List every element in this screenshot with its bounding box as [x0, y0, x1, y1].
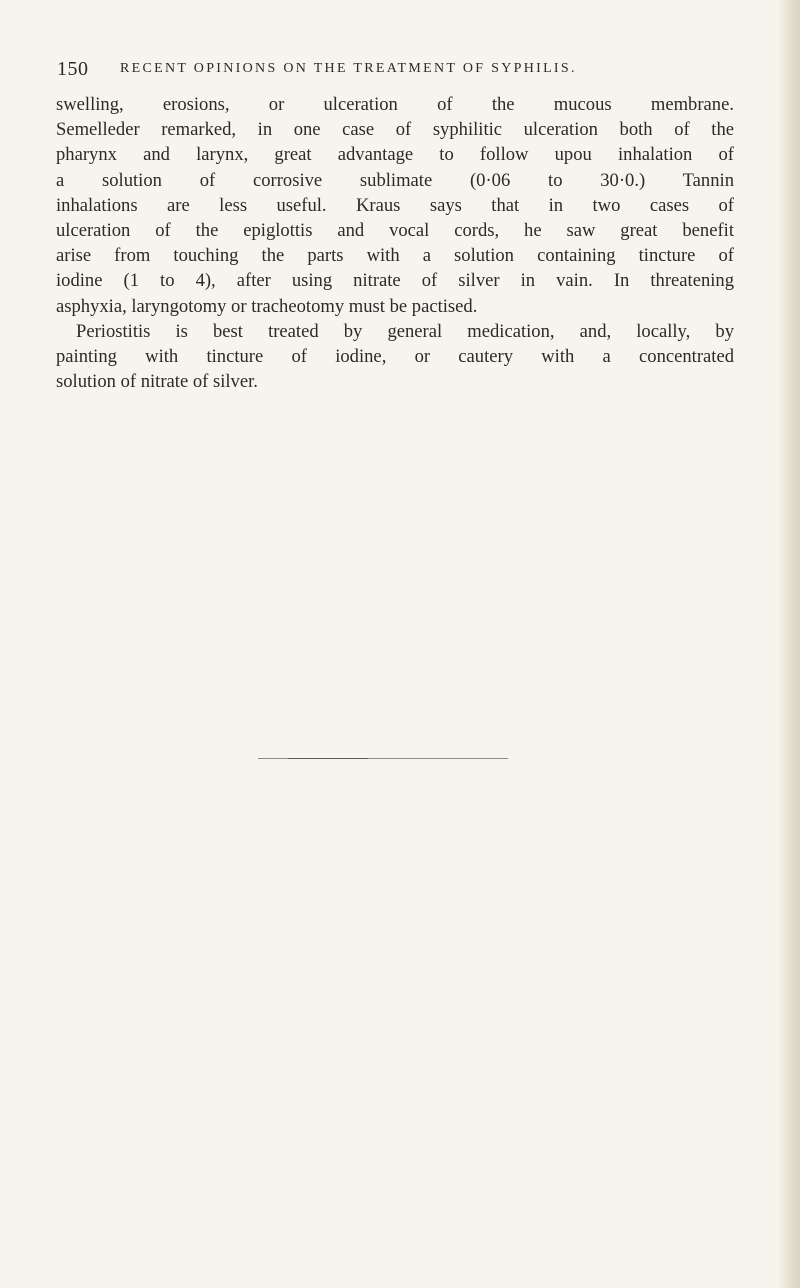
text-line: inhalations are less useful. Kraus says that in two cases of — [56, 194, 734, 216]
text-line: solution of nitrate of silver. — [56, 371, 258, 393]
text-line: a solution of corrosive sublimate (0·06 to 30·0.) Tannin — [56, 169, 734, 191]
divider-accent — [288, 758, 368, 759]
text-line: asphyxia, laryngotomy or tracheotomy must be pactised. — [56, 295, 478, 317]
paragraph-1 — [56, 92, 734, 319]
page-edge-shadow — [778, 0, 800, 1288]
section-divider-rule — [258, 758, 508, 759]
body-text — [56, 92, 734, 394]
running-title: RECENT OPINIONS ON THE TREATMENT OF SYPHILIS. — [120, 61, 577, 76]
text-line: ulceration of the epiglottis and vocal cords, he saw great benefit — [56, 220, 734, 242]
text-line: Semelleder remarked, in one case of syphilitic ulceration both of the — [56, 119, 734, 141]
text-line: swelling, erosions, or ulceration of the mucous membrane. — [56, 94, 734, 115]
text-line: Periostitis is best treated by general medication, and, locally, by — [76, 320, 734, 342]
text-line: pharynx and larynx, great advantage to follow upou inhalation of — [56, 144, 734, 166]
page-header — [57, 58, 737, 84]
text-line: iodine (1 to 4), after using nitrate of silver in vain. In threatening — [56, 270, 734, 292]
text-line: arise from touching the parts with a solution containing tincture of — [56, 245, 734, 267]
text-line: painting with tincture of iodine, or cautery with a concentrated — [56, 346, 734, 368]
page-number: 150 — [57, 58, 89, 80]
paragraph-2 — [56, 319, 734, 395]
